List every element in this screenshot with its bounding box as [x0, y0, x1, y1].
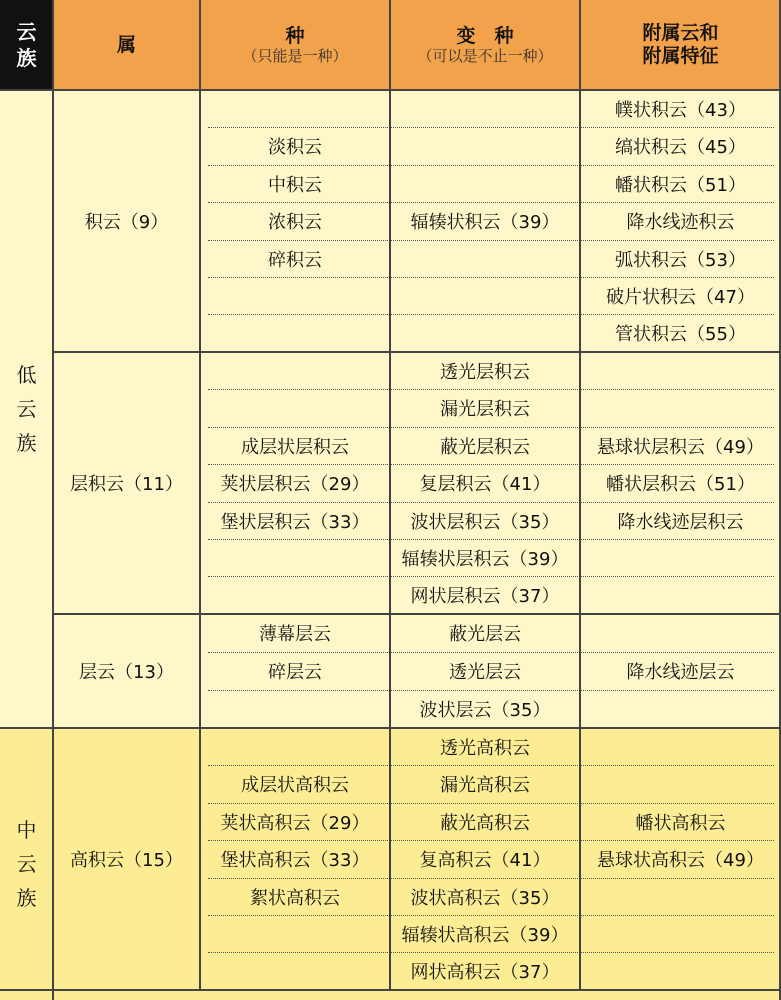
genus-altocumulus: 高积云（15） — [70, 850, 183, 871]
accessory-cell — [580, 389, 781, 426]
row-divider — [208, 803, 774, 804]
variety-cell: 波状层云（35） — [419, 699, 551, 721]
header-variety-note: （可以是不止一种） — [417, 47, 553, 66]
genus-stratus: 层云（13） — [79, 662, 174, 683]
variety-cell: 漏光层积云 — [440, 398, 530, 420]
row-divider — [208, 389, 774, 390]
accessory-cell: 悬球状高积云（49） — [597, 849, 764, 871]
species-cell: 堡状高积云（33） — [220, 849, 370, 871]
row-divider — [208, 652, 774, 653]
species-cell: 成层状高积云 — [241, 774, 349, 796]
variety-cell: 辐辏状高积云（39） — [401, 924, 569, 946]
family-char: 低 — [16, 363, 37, 387]
species-cell: 絮状高积云 — [250, 887, 340, 909]
accessory-cell — [580, 952, 781, 989]
species-cell: 浓积云 — [268, 211, 322, 233]
header-species — [200, 0, 390, 90]
accessory-cell — [580, 878, 781, 915]
row-divider — [208, 878, 774, 879]
row-divider — [208, 127, 774, 128]
species-cell: 成层状层积云 — [241, 436, 349, 458]
header-variety-label: 变 种 — [456, 24, 514, 47]
header-cloud-family — [0, 0, 53, 90]
accessory-cell: 降水线迹层云 — [626, 661, 735, 683]
row-divider — [208, 539, 774, 540]
accessory-cell: 管状积云（55） — [615, 323, 746, 345]
variety-cell — [390, 90, 580, 127]
variety-cell: 波状高积云（35） — [410, 887, 560, 909]
accessory-cell — [580, 576, 781, 613]
species-cell: 荚状高积云（29） — [220, 812, 370, 834]
accessory-cell: 缟状积云（45） — [615, 136, 746, 158]
row-divider — [208, 502, 774, 503]
variety-cell: 透光高积云 — [440, 737, 530, 759]
species-cell — [200, 352, 390, 389]
section-divider — [53, 613, 781, 615]
variety-cell: 波状层积云（35） — [410, 511, 560, 533]
variety-cell — [390, 277, 580, 314]
variety-cell: 辐辏状积云（39） — [410, 211, 560, 233]
header-species-note: （只能是一种） — [242, 47, 348, 66]
variety-cell — [390, 314, 580, 351]
variety-cell: 透光层积云 — [440, 361, 530, 383]
row-divider — [208, 165, 774, 166]
column-divider — [389, 0, 391, 990]
species-cell: 淡积云 — [268, 136, 322, 158]
species-cell: 中积云 — [268, 174, 322, 196]
species-cell — [200, 915, 390, 952]
accessory-cell: 破片状积云（47） — [606, 286, 755, 308]
header-genus — [53, 0, 200, 90]
genus-cumulus: 积云（9） — [84, 212, 169, 233]
variety-cell: 透光层云 — [449, 661, 521, 683]
row-divider — [208, 202, 774, 203]
row-divider — [208, 427, 774, 428]
accessory-cell — [580, 915, 781, 952]
species-cell: 碎积云 — [268, 249, 322, 271]
species-cell — [200, 90, 390, 127]
row-divider — [208, 840, 774, 841]
row-divider — [208, 240, 774, 241]
species-cell — [200, 314, 390, 351]
species-cell — [200, 389, 390, 426]
family-char: 族 — [16, 886, 37, 910]
header-cloud-family-char: 族 — [16, 46, 37, 70]
accessory-cell: 降水线迹层积云 — [617, 511, 744, 533]
row-divider — [208, 576, 774, 577]
accessory-cell: 降水线迹积云 — [626, 211, 735, 233]
variety-cell: 复高积云（41） — [419, 849, 551, 871]
accessory-cell — [580, 690, 781, 727]
accessory-cell: 幡状积云（51） — [615, 174, 746, 196]
accessory-cell: 幡状层积云（51） — [606, 473, 755, 495]
variety-cell: 蔽光层云 — [449, 623, 521, 645]
family-char: 云 — [16, 852, 37, 876]
variety-cell — [390, 165, 580, 202]
species-cell: 碎层云 — [268, 661, 322, 683]
family-low-clouds — [0, 90, 53, 728]
accessory-cell — [580, 539, 781, 576]
variety-cell: 复层积云（41） — [419, 473, 551, 495]
variety-cell: 漏光高积云 — [440, 774, 530, 796]
family-char: 中 — [16, 818, 37, 842]
accessory-cell: 悬球状层积云（49） — [597, 436, 764, 458]
family-char: 族 — [16, 431, 37, 455]
variety-cell: 网状层积云（37） — [410, 585, 560, 607]
species-cell — [200, 576, 390, 613]
header-accessory — [580, 0, 781, 90]
row-divider — [208, 314, 774, 315]
species-cell — [200, 539, 390, 576]
species-cell — [200, 277, 390, 314]
variety-cell: 蔽光高积云 — [440, 812, 530, 834]
row-divider — [208, 277, 774, 278]
variety-cell — [390, 127, 580, 164]
header-cloud-family-char: 云 — [16, 20, 37, 44]
genus-stratocumulus: 层积云（11） — [70, 474, 183, 495]
variety-cell: 辐辏状层积云（39） — [401, 548, 569, 570]
column-divider — [579, 0, 581, 990]
family-char: 云 — [16, 397, 37, 421]
column-divider — [52, 0, 54, 1000]
accessory-cell — [580, 614, 781, 651]
header-genus-label: 属 — [116, 33, 136, 56]
header-variety — [390, 0, 580, 90]
section-divider — [53, 351, 781, 353]
accessory-cell: 幡状高积云 — [635, 812, 726, 834]
species-cell — [200, 728, 390, 765]
header-species-label: 种 — [285, 24, 305, 47]
accessory-cell — [580, 352, 781, 389]
variety-cell: 网状高积云（37） — [410, 961, 560, 983]
row-divider — [208, 690, 774, 691]
header-accessory-label: 附属云和 — [642, 22, 719, 45]
species-cell: 薄幕层云 — [259, 623, 331, 645]
family-middle-clouds — [0, 728, 53, 1000]
row-divider — [208, 952, 774, 953]
header-accessory-label: 附属特征 — [642, 45, 719, 67]
accessory-cell: 弧状积云（53） — [615, 249, 746, 271]
species-cell — [200, 690, 390, 727]
accessory-cell: 幞状积云（43） — [615, 99, 746, 121]
row-divider — [208, 765, 774, 766]
species-cell — [200, 952, 390, 989]
row-divider — [208, 915, 774, 916]
variety-cell: 蔽光层积云 — [440, 436, 530, 458]
accessory-cell — [580, 765, 781, 802]
row-divider — [208, 464, 774, 465]
variety-cell — [390, 240, 580, 277]
species-cell: 荚状层积云（29） — [220, 473, 370, 495]
accessory-cell — [580, 728, 781, 765]
column-divider — [199, 0, 201, 990]
species-cell: 堡状层积云（33） — [220, 511, 370, 533]
